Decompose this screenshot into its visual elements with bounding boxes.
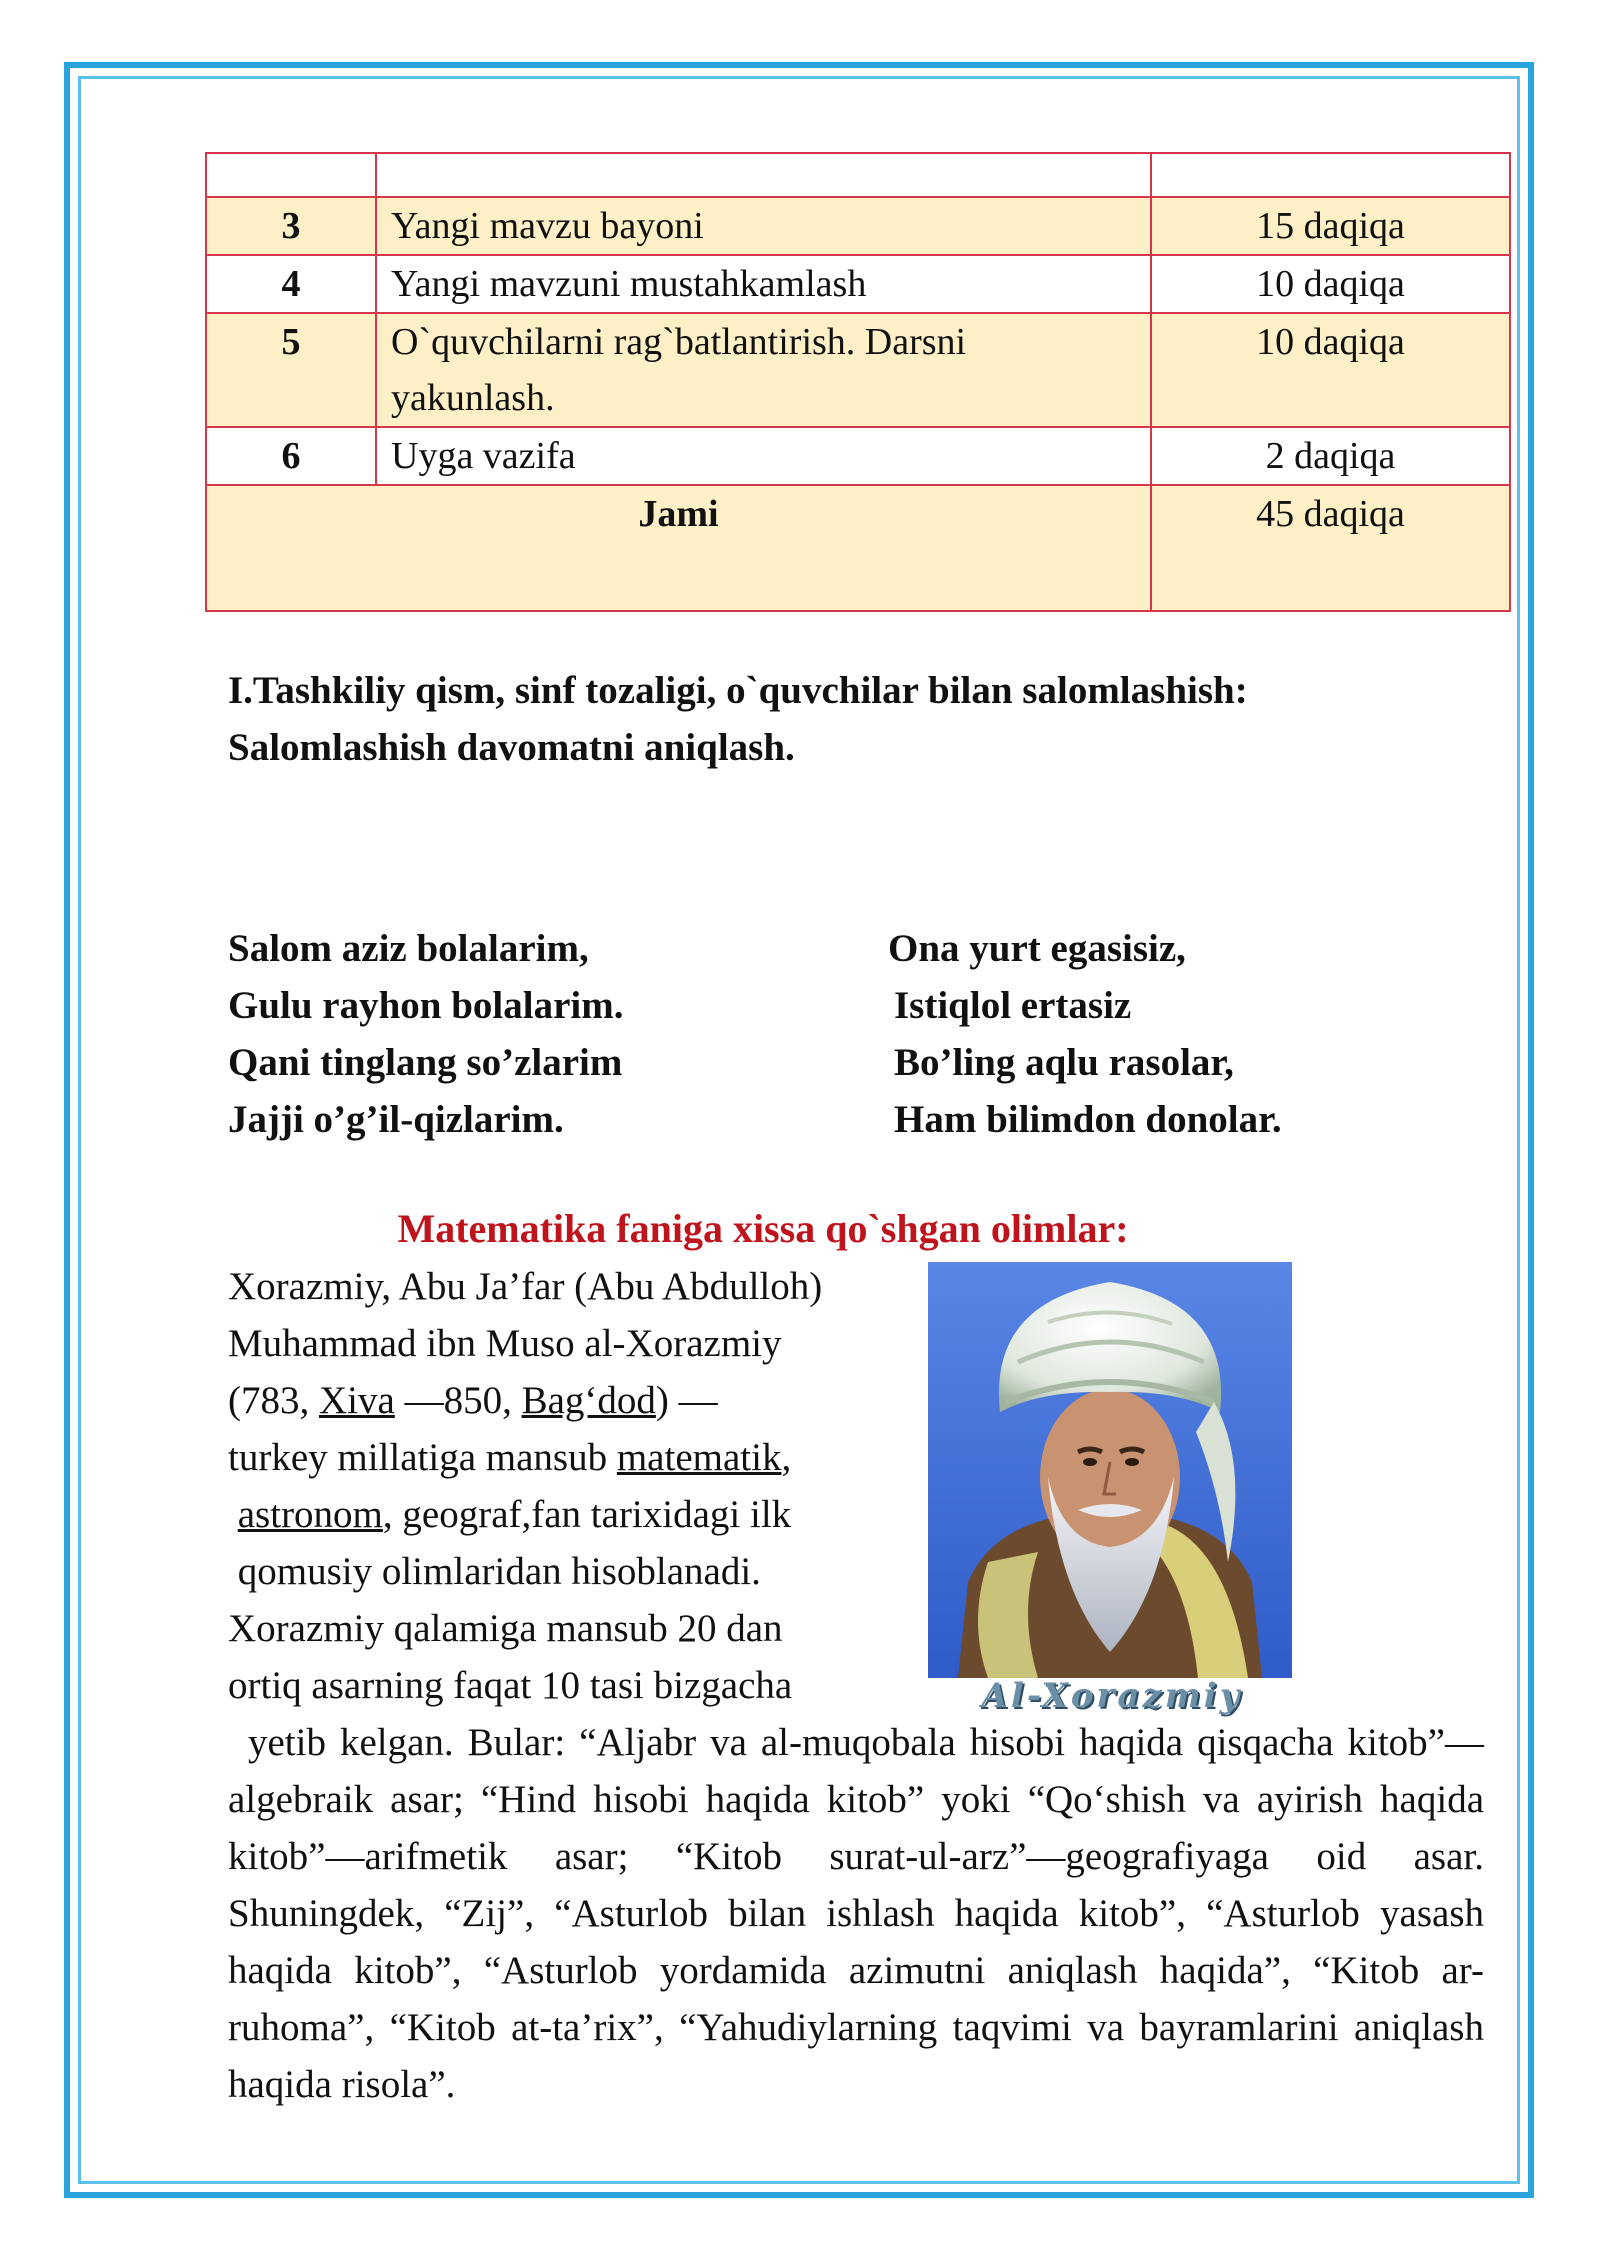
row-duration: 10 daqiqa: [1151, 255, 1510, 313]
table-row: [206, 255, 1510, 313]
poem-line: Salom aziz bolalarim,: [228, 927, 589, 970]
bio-line: Xorazmiy qalamiga mansub 20 dan: [228, 1607, 783, 1650]
bio-text: —850,: [394, 1379, 522, 1422]
bio-text: [228, 1493, 238, 1536]
row-duration: 15 daqiqa: [1151, 197, 1510, 255]
portrait-caption: Al-Xorazmiy: [981, 1676, 1243, 1716]
row-number: 6: [206, 427, 376, 485]
bio-text: , geograf,fan tarixidagi ilk: [382, 1493, 792, 1536]
bio-paragraph: yetib kelgan. Bular: “Aljabr va al-muqobala hisobi haqida qisqacha kitob”—algebraik asar; “Hind hisobi haqida kitob” yoki “Qo‘shish va ayirish haqida kitob”—arifmetik asar; “Kitob surat-ul-arz”—geografiyaga oid asar. Shuningdek, “Zij”, “Asturlob bilan ishlash haqida kitob”, “Asturlob yasash haqida kitob”, “Asturlob yordamida azimutni aniqlash haqida”, “Kitob ar-ruhoma”, “Kitob at-ta’rix”, “Yahudiylarning taqvimi va bayramlarini aniqlash haqida risola”.: [228, 1721, 1484, 2106]
table-row: [206, 313, 1510, 427]
organizational-heading: [228, 662, 1428, 776]
poem-line: Ham bilimdon donolar.: [894, 1098, 1282, 1141]
bio-line: ortiq asarning faqat 10 tasi bizgacha: [228, 1664, 793, 1707]
row-duration: 10 daqiqa: [1151, 313, 1510, 427]
heading-line: I.Tashkiliy qism, sinf tozaligi, o`quvchilar bilan salomlashish:: [228, 669, 1248, 712]
bio-text: ) —: [655, 1379, 718, 1422]
bio-line: [228, 1372, 908, 1429]
bio-line: Xorazmiy, Abu Ja’far (Abu Abdulloh): [228, 1265, 823, 1308]
row-number: 3: [206, 197, 376, 255]
row-number: [206, 153, 376, 197]
poem-line: Qani tinglang so’zlarim: [228, 1041, 623, 1084]
bio-text: (783,: [228, 1379, 319, 1422]
total-label: Jami: [206, 485, 1151, 611]
poem-line: Jajji o’g’il-qizlarim.: [228, 1098, 564, 1141]
bio-line: [228, 1429, 908, 1486]
poem-line: Bo’ling aqlu rasolar,: [894, 1041, 1234, 1084]
al-xorazmiy-portrait: [928, 1262, 1292, 1678]
bio-text: ,: [781, 1436, 792, 1479]
table-total-row: [206, 485, 1510, 611]
row-duration: [1151, 153, 1510, 197]
heading-line: Salomlashish davomatni aniqlash.: [228, 726, 795, 769]
link-matematik[interactable]: matematik: [616, 1436, 782, 1479]
table-row: [206, 197, 1510, 255]
row-number: 4: [206, 255, 376, 313]
table-row: [206, 153, 1510, 197]
row-activity: [376, 153, 1151, 197]
link-bagdod[interactable]: Bag‘dod: [521, 1379, 656, 1422]
poem-line: Istiqlol ertasiz: [894, 984, 1132, 1027]
poem-line: Gulu rayhon bolalarim.: [228, 984, 624, 1027]
row-activity: Yangi mavzu bayoni: [376, 197, 1151, 255]
row-activity: O`quvchilarni rag`batlantirish. Darsni yakunlash.: [376, 313, 1151, 427]
total-duration: 45 daqiqa: [1151, 485, 1510, 611]
link-astronom[interactable]: astronom: [237, 1493, 383, 1536]
poem-line: Ona yurt egasisiz,: [888, 927, 1186, 970]
poem-left-stanza: [228, 920, 623, 1148]
row-activity: Yangi mavzuni mustahkamlash: [376, 255, 1151, 313]
biography-continuation: [228, 1714, 1484, 2113]
row-duration: 2 daqiqa: [1151, 427, 1510, 485]
table-row: [206, 427, 1510, 485]
section-title: Matematika faniga xissa qo`shgan olimlar:: [397, 1206, 1129, 1251]
biography-intro: [228, 1258, 908, 1714]
row-number: 5: [206, 313, 376, 427]
poem-right-stanza: [888, 920, 1282, 1148]
bio-text: turkey millatiga mansub: [228, 1436, 617, 1479]
row-activity: Uyga vazifa: [376, 427, 1151, 485]
link-xiva[interactable]: Xiva: [319, 1379, 395, 1422]
bio-line: qomusiy olimlaridan hisoblanadi.: [228, 1550, 761, 1593]
bio-line: [228, 1486, 908, 1543]
bio-line: Muhammad ibn Muso al-Xorazmiy: [228, 1322, 782, 1365]
lesson-plan-table: [205, 152, 1511, 612]
